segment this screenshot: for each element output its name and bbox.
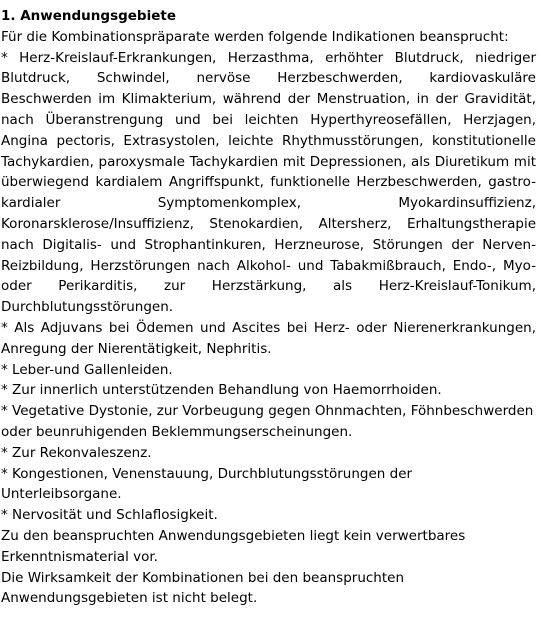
section-heading: 1. Anwendungsgebiete (1, 8, 176, 24)
indication-liver: * Leber-und Gallenleiden. (1, 361, 173, 378)
indication-nervousness: * Nervosität und Schlaflosigkeit. (1, 507, 218, 524)
indication-cardiovascular: * Herz-Kreislauf-Erkrankungen, Herzasthma, erhöhter Blutdruck, niedriger Blutdruck, Schwindel, nervöse Herzbeschwerden, kardiovaskuläre Beschwerden im Klimakterium, während der Menstruation, in der Gravidität, nach Überanstrengung und bei leichten Hyperthyreosefällen, Herzjagen, Angina pectoris, Extrasystolen, leichte Rhythmusstörungen, konstitutionelle Tachykardien, paroxysmale Tachykardien mit Depressionen, als Diuretikum mit überwiegend kardialem Angriffspunkt, funktionelle Herzbeschwerden, gastro-kardialer Symptomenkomplex, Myokardinsuffizienz, Koronarsklerose/Insuffizienz, Stenokardien, Altersherz, Erhaltungstherapie nach Digitalis- und Strophantinkuren, Herzneurose, Störungen der Nerven-Reizbildung, Herzstörungen nach Alkohol- und Tabakmißbrauch, Endo-, Myo- oder Perikarditis, zur Herzstärkung, als Herz-Kreislauf-Tonikum, Durchblutungsstörungen. (1, 49, 536, 316)
evidence-statement: Zu den beanspruchten Anwendungsgebieten liegt kein verwertbares Erkenntnismaterial vor. (1, 527, 466, 565)
efficacy-statement: Die Wirksamkeit der Kombinationen bei den beanspruchten Anwendungsgebieten ist nicht belegt. (1, 569, 405, 607)
indication-dystonia: * Vegetative Dystonie, zur Vorbeugung gegen Ohnmachten, Föhnbeschwerden oder beunruhigenden Beklemmungserscheinungen. (1, 403, 534, 440)
indication-congestion: * Kongestionen, Venenstauung, Durchblutungsstörungen der Unterleibsorgane. (1, 465, 413, 503)
indication-convalescence: * Zur Rekonvaleszenz. (1, 444, 152, 461)
indication-edema: * Als Adjuvans bei Ödemen und Ascites bei Herz- oder Nierenerkrankungen, Anregung der Nierentätigkeit, Nephritis. (1, 319, 536, 357)
indication-haemorrhoids: * Zur innerlich unterstützenden Behandlung von Haemorrhoiden. (1, 382, 442, 399)
intro-paragraph: Für die Kombinationspräparate werden folgende Indikationen beansprucht: (1, 28, 509, 45)
